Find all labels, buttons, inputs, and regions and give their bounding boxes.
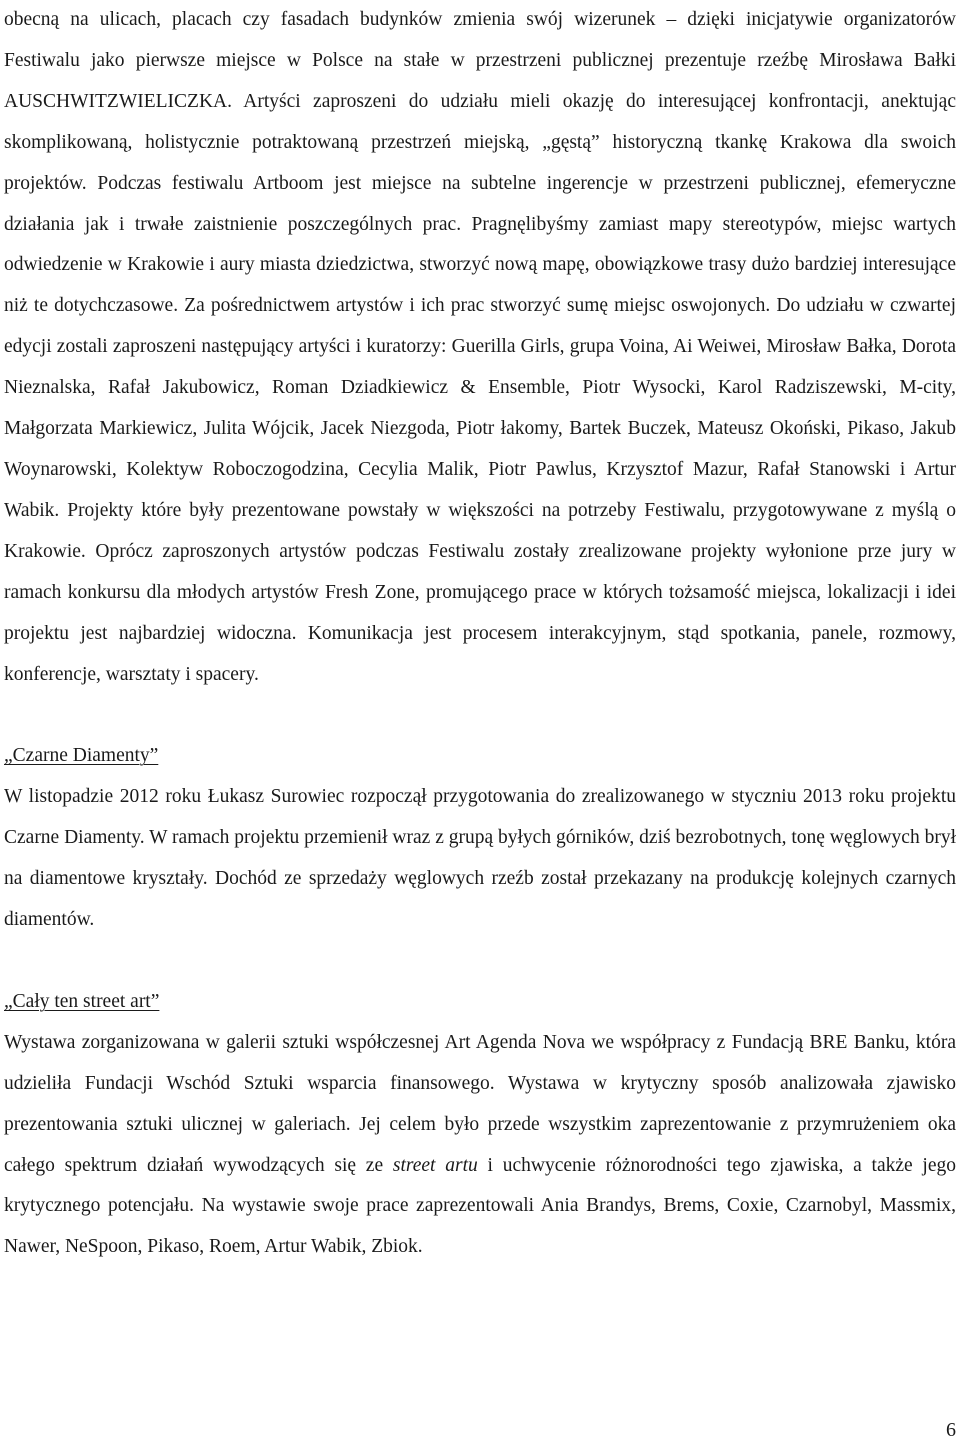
- intro-sentence: Pragnęlibyśmy zamiast mapy stereotypów, miejsc wartych odwiedzenie w Krakowie i aury miasta dziedzictwa, stworzyć nową mapę, obowiązkowe trasy dużo bardziej interesujące niż te dotychczasowe.: [4, 213, 956, 317]
- intro-sentence: obecną na ulicach, placach czy fasadach budynków zmienia swój wizerunek – dzięki inicjatywie organizatorów Festiwalu jako pierwsze miejsce w Polsce na stałe w przestrzeni publicznej prezentuje rzeźbę Mirosława Bałki AUSCHWITZWIELICZKA.: [4, 9, 956, 112]
- section-spacer: [4, 941, 956, 982]
- intro-sentence: Oprócz zaproszonych artystów podczas Festiwalu zostały zrealizowane projekty wyłonione prze jury w ramach konkursu dla młodych artystów Fresh Zone, promującego prace w których tożsamość miejsca, lokalizacji i idei projektu jest najbardziej widoczna.: [4, 540, 956, 644]
- section-body: [4, 1023, 956, 1268]
- section-heading: „Cały ten street art”: [4, 990, 160, 1012]
- document-page: [4, 0, 956, 1268]
- section-body: W listopadzie 2012 roku Łukasz Surowiec rozpoczął przygotowania do zrealizowanego w styczniu 2013 roku projektu Czarne Diamenty. W ramach projektu przemienił wraz z grupą byłych górników, dziś bezrobotnych, tonę węglowych brył na diamentowe kryształy. Dochód ze sprzedaży węglowych rzeźb został przekazany na produkcję kolejnych czarnych diamentów.: [4, 786, 956, 931]
- italic-term: street artu: [392, 1154, 478, 1176]
- intro-sentence: Za pośrednictwem artystów i ich prac stworzyć sumę miejsc oswojonych.: [178, 295, 771, 317]
- section-heading: „Czarne Diamenty”: [4, 745, 159, 767]
- intro-sentence: Artyści zaproszeni do udziału mieli okazję do interesującej konfrontacji, anektując skomplikowaną, holistycznie potraktowaną przestrzeń miejską, „gęstą” historyczną tkankę Krakowa dla swoich projektów.: [4, 90, 956, 194]
- section-czarne-diamenty: [4, 736, 956, 941]
- body-text: i uchwycenie różnorodności tego zjawiska, a także jego krytycznego potencjału. Na wystawie swoje prace zaprezentowali Ania Brandys, Brems, Coxie, Czarnobyl, Massmix, Nawer, NeSpoon, Pikaso, Roem, Artur Wabik, Zbiok.: [4, 1154, 957, 1258]
- intro-sentence: Komunikacja jest procesem interakcyjnym, stąd spotkania, panele, rozmowy, konferencje, warsztaty i spacery.: [4, 622, 956, 685]
- body-text: Wystawa zorganizowana w galerii sztuki współczesnej Art Agenda Nova we współpracy z Fundacją BRE Banku, która udzieliła Fundacji Wschód Sztuki wsparcia finansowego. Wystawa w krytyczny sposób analizowała zjawisko prezentowania sztuki ulicznej w galeriach. Jej celem było przede wszystkim zaprezentowanie z przymrużeniem oka całego spektrum działań wywodzących się ze: [4, 1031, 956, 1176]
- section-caly-ten-street-art: [4, 982, 956, 1268]
- intro-paragraph: [4, 0, 956, 695]
- intro-sentence: Podczas festiwalu Artboom jest miejsce na subtelne ingerencje w przestrzeni publicznej, efemeryczne działania jak i trwałe zaistnienie poszczególnych prac.: [4, 172, 956, 235]
- intro-sentence: Do udziału w czwartej edycji zostali zaproszeni następujący artyści i kuratorzy: Guerilla Girls, grupa Voina, Ai Weiwei, Mirosław Bałka, Dorota Nieznalska, Rafał Jakubowicz, Roman Dziadkiewicz & Ensemble, Piotr Wysocki, Karol Radziszewski, M-city, Małgorzata Markiewicz, Julita Wójcik, Jacek Niezgoda, Piotr łakomy, Bartek Buczek, Mateusz Okoński, Pikaso, Jakub Woynarowski, Kolektyw Roboczogodzina, Cecylia Malik, Piotr Pawlus, Krzysztof Mazur, Rafał Stanowski i Artur Wabik.: [4, 295, 956, 521]
- section-spacer: [4, 695, 956, 736]
- intro-sentence: Projekty które były prezentowane powstały w większości na potrzeby Festiwalu, przygotowywane z myślą o Krakowie.: [4, 499, 956, 562]
- page-number: 6: [946, 1419, 956, 1441]
